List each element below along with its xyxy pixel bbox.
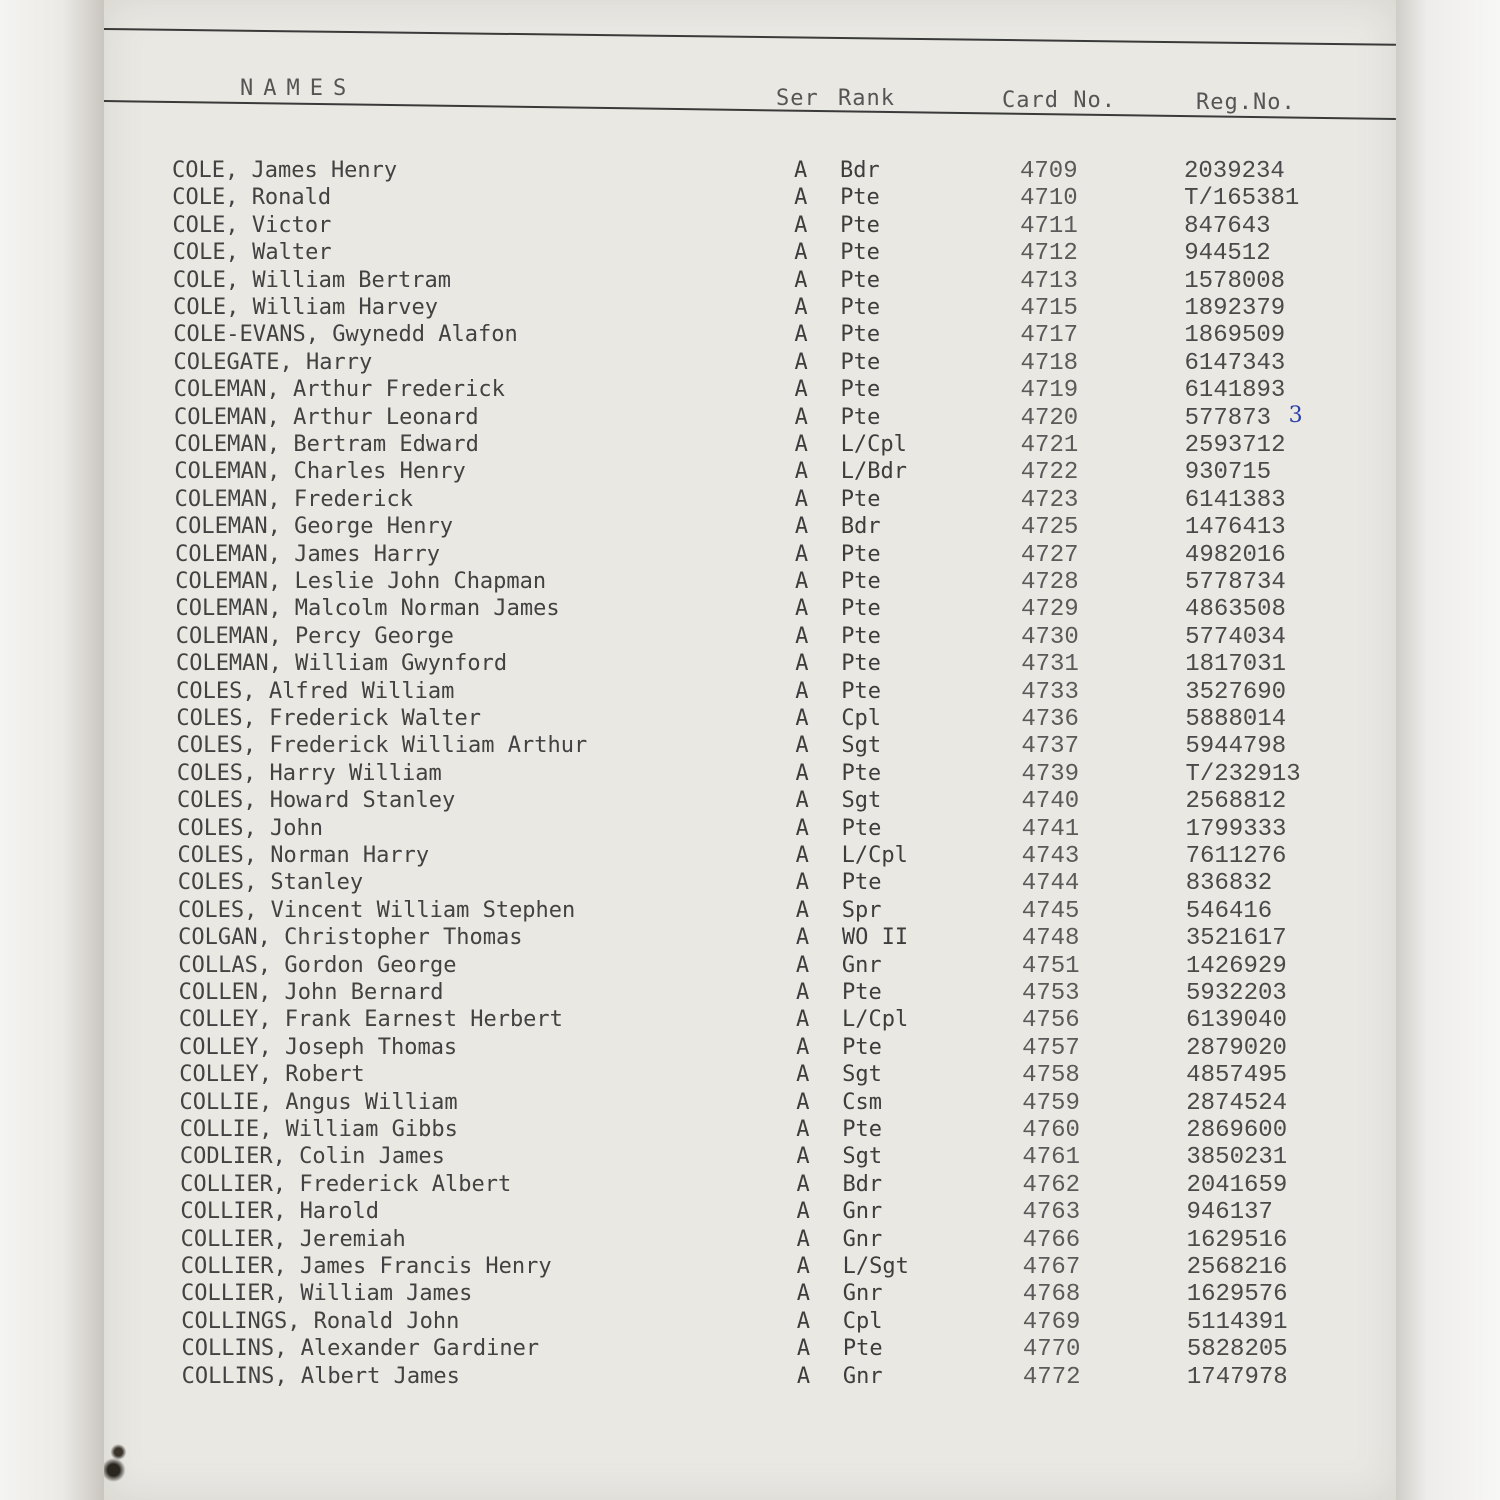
reg-no-cell: 2568812 — [1185, 788, 1287, 816]
table-row — [0, 213, 1500, 241]
ser-cell: A — [794, 267, 808, 293]
card-no-cell: 4759 — [1022, 1089, 1080, 1117]
ser-cell: A — [796, 1308, 811, 1334]
reg-no-cell: 2874524 — [1186, 1089, 1288, 1117]
table-row — [0, 1364, 1500, 1392]
reg-no-cell: 5888014 — [1185, 706, 1287, 733]
reg-no-cell: 5932203 — [1185, 980, 1287, 1007]
rank-cell: Gnr — [841, 952, 882, 978]
rank-cell: Gnr — [842, 1226, 883, 1252]
rank-cell: Pte — [842, 1336, 883, 1362]
name-cell: COLEMAN, Charles Henry — [174, 459, 466, 485]
reg-no-cell: 946137 — [1186, 1199, 1273, 1227]
table-row — [0, 459, 1500, 487]
ser-cell: A — [795, 843, 809, 868]
table-row — [0, 569, 1500, 597]
name-cell: COLE, Victor — [172, 212, 332, 238]
name-cell: COLES, Alfred William — [176, 678, 455, 704]
ser-cell: A — [795, 925, 810, 951]
table-row — [0, 596, 1500, 624]
name-cell: COLEMAN, James Harry — [175, 541, 440, 567]
name-cell: COLES, Vincent William Stephen — [177, 897, 576, 923]
card-no-cell: 4772 — [1022, 1363, 1081, 1391]
name-cell: COLLEN, John Bernard — [178, 980, 444, 1005]
card-no-cell: 4721 — [1020, 432, 1079, 459]
rank-cell: Spr — [841, 897, 882, 923]
header-ser: Ser — [776, 86, 819, 111]
ser-cell: A — [796, 1281, 810, 1307]
table-row — [0, 350, 1500, 378]
table-row — [0, 185, 1500, 213]
ser-cell: A — [794, 432, 808, 457]
table-row — [0, 1035, 1500, 1063]
card-no-cell: 4711 — [1020, 212, 1078, 240]
reg-no-cell: 6141383 — [1184, 486, 1286, 514]
name-cell: COLE, William Bertram — [172, 267, 452, 293]
rank-cell: Pte — [842, 1117, 883, 1142]
table-row — [0, 870, 1500, 898]
reg-no-cell: 1426929 — [1185, 952, 1287, 980]
ser-cell: A — [795, 623, 809, 649]
name-cell: COLLAS, Gordon George — [178, 952, 457, 978]
rank-cell: Pte — [840, 212, 880, 238]
table-row — [0, 733, 1500, 761]
rank-cell: Gnr — [842, 1281, 883, 1307]
name-cell: COLLIE, Angus William — [179, 1089, 458, 1115]
rank-cell: L/Bdr — [840, 459, 907, 485]
table-row — [0, 706, 1500, 734]
card-no-cell: 4767 — [1022, 1254, 1081, 1281]
name-cell: COLEMAN, George Henry — [174, 514, 454, 540]
table-row — [0, 158, 1500, 186]
table-row — [0, 1062, 1500, 1090]
reg-no-cell: 1817031 — [1185, 651, 1287, 679]
name-cell: COLLEY, Robert — [179, 1062, 365, 1088]
card-no-cell: 4717 — [1020, 322, 1078, 350]
ser-cell: A — [795, 760, 809, 786]
ser-cell: A — [794, 514, 809, 540]
rank-cell: Pte — [841, 815, 882, 841]
reg-no-cell: 546416 — [1185, 897, 1273, 925]
name-cell: COLLIE, William Gibbs — [179, 1117, 458, 1142]
ser-cell: A — [796, 1199, 810, 1225]
rank-cell: L/Cpl — [840, 432, 907, 457]
table-row — [0, 1254, 1500, 1282]
rank-cell: Cpl — [841, 706, 882, 731]
reg-no-cell: 3850231 — [1186, 1144, 1288, 1172]
table-row — [0, 542, 1500, 570]
ser-cell: A — [795, 651, 809, 677]
reg-no-cell: 5774034 — [1185, 623, 1286, 651]
name-cell: COLLINS, Albert James — [181, 1363, 460, 1389]
header-rank: Rank — [838, 86, 895, 111]
rank-cell: Pte — [841, 678, 881, 704]
table-row — [0, 980, 1500, 1008]
table-row — [0, 295, 1500, 323]
reg-no-cell: 6139040 — [1186, 1007, 1287, 1035]
ser-cell: A — [796, 1089, 810, 1115]
name-cell: COLGAN, Christopher Thomas — [178, 925, 523, 951]
name-cell: COLES, Harry William — [176, 760, 442, 786]
name-cell: COLLIER, Jeremiah — [180, 1226, 406, 1252]
reg-no-cell: 1629576 — [1186, 1281, 1288, 1309]
rank-cell: Pte — [842, 1034, 882, 1060]
card-no-cell: 4741 — [1021, 815, 1080, 843]
name-cell: COLLIER, James Francis Henry — [180, 1254, 552, 1279]
reg-no-cell: 4857495 — [1186, 1062, 1287, 1090]
card-no-cell: 4751 — [1021, 952, 1080, 980]
ser-cell: A — [795, 815, 809, 841]
card-no-cell: 4768 — [1022, 1281, 1081, 1309]
reg-no-cell: 1799333 — [1185, 815, 1287, 843]
reg-no-cell: 5944798 — [1185, 733, 1287, 761]
table-row — [0, 268, 1500, 296]
card-no-cell: 4740 — [1021, 788, 1080, 816]
card-no-cell: 4737 — [1021, 733, 1079, 761]
name-cell: COLES, Stanley — [177, 870, 364, 896]
reg-no-cell: 1578008 — [1184, 267, 1286, 295]
rank-cell: Pte — [841, 623, 881, 649]
ser-cell: A — [796, 1363, 811, 1389]
reg-no-cell: 4982016 — [1184, 541, 1286, 569]
table-row — [0, 1090, 1500, 1118]
ser-cell: A — [796, 1034, 810, 1060]
reg-no-cell: 2879020 — [1186, 1034, 1287, 1062]
reg-no-cell: 2568216 — [1186, 1254, 1288, 1281]
table-row — [0, 1007, 1500, 1035]
table-row — [0, 1144, 1500, 1172]
rank-cell: Csm — [842, 1089, 882, 1115]
reg-no-cell: 1747978 — [1186, 1363, 1288, 1391]
name-cell: COLES, Norman Harry — [177, 843, 430, 868]
table-row — [0, 402, 1500, 433]
ser-cell: A — [794, 377, 808, 403]
card-no-cell: 4713 — [1020, 267, 1078, 295]
rank-cell: Cpl — [842, 1308, 883, 1334]
card-no-cell: 4753 — [1021, 980, 1080, 1007]
reg-no-cell: 3527690 — [1185, 678, 1287, 706]
card-no-cell: 4770 — [1022, 1336, 1081, 1364]
ser-cell: A — [795, 596, 809, 622]
ser-cell: A — [796, 1144, 810, 1170]
table-row — [0, 788, 1500, 816]
ser-cell: A — [794, 295, 808, 320]
rank-cell: Bdr — [842, 1171, 883, 1197]
name-cell: COLE-EVANS, Gwynedd Alafon — [173, 322, 518, 348]
reg-no-cell: T/232913 — [1185, 760, 1301, 788]
header-names: NAMES — [240, 76, 357, 101]
name-cell: COLES, Frederick Walter — [176, 706, 482, 731]
ser-cell: A — [795, 980, 810, 1005]
reg-no-cell: 836832 — [1185, 870, 1273, 898]
table-row — [0, 1199, 1500, 1227]
name-cell: COLES, Howard Stanley — [177, 788, 456, 814]
table-row — [0, 898, 1500, 926]
card-no-cell: 4758 — [1022, 1062, 1080, 1090]
name-cell: COLLIER, William James — [181, 1281, 473, 1307]
rank-cell: Bdr — [840, 514, 881, 540]
table-row — [0, 514, 1500, 542]
table-row — [0, 1172, 1500, 1200]
name-cell: COLES, John — [177, 815, 323, 841]
rank-cell: Sgt — [841, 788, 882, 814]
ser-cell: A — [796, 1117, 810, 1142]
table-row — [0, 679, 1500, 707]
card-no-cell: 4718 — [1020, 349, 1079, 377]
rank-cell: Pte — [841, 596, 881, 622]
card-no-cell: 4760 — [1022, 1117, 1080, 1144]
name-cell: COLLINGS, Ronald John — [181, 1308, 460, 1334]
name-cell: COLE, Ronald — [172, 185, 332, 211]
name-cell: COLEMAN, Leslie John Chapman — [175, 569, 547, 594]
rank-cell: L/Sgt — [842, 1254, 909, 1279]
table-row — [0, 761, 1500, 789]
rank-cell: Pte — [840, 185, 880, 211]
ser-cell: A — [795, 952, 810, 978]
card-no-cell: 4727 — [1020, 541, 1079, 569]
card-no-cell: 4709 — [1020, 158, 1078, 185]
card-no-cell: 4723 — [1020, 486, 1079, 514]
card-no-cell: 4756 — [1022, 1007, 1080, 1035]
card-no-cell: 4745 — [1021, 897, 1080, 925]
table-row — [0, 240, 1500, 268]
name-cell: COLEGATE, Harry — [173, 349, 373, 375]
rank-cell: Pte — [840, 541, 881, 567]
table-row — [0, 487, 1500, 515]
card-no-cell: 4731 — [1021, 651, 1079, 679]
name-cell: COLE, Walter — [172, 240, 332, 266]
rank-cell: Pte — [840, 377, 881, 403]
handwritten-annotation: 3 — [1288, 402, 1303, 428]
ser-cell: A — [794, 322, 808, 348]
header-reg-no: Reg.No. — [1196, 90, 1296, 115]
name-cell: COLE, James Henry — [172, 158, 398, 183]
reg-no-cell: 1869509 — [1184, 322, 1286, 350]
rank-cell: Sgt — [842, 1144, 883, 1170]
rank-cell: Sgt — [841, 733, 882, 759]
reg-no-cell: 1892379 — [1184, 295, 1286, 322]
rank-cell: Pte — [841, 760, 882, 786]
name-cell: COLLIER, Frederick Albert — [180, 1171, 512, 1197]
reg-no-cell: 6147343 — [1184, 349, 1286, 377]
rank-cell: Gnr — [842, 1199, 883, 1225]
card-no-cell: 4729 — [1021, 596, 1079, 624]
name-cell: COLLIER, Harold — [180, 1199, 380, 1225]
reg-no-cell: 2041659 — [1186, 1171, 1288, 1199]
table-row — [0, 1117, 1500, 1145]
name-cell: COLES, Frederick William Arthur — [176, 733, 588, 759]
reg-no-cell: 4863508 — [1185, 596, 1286, 624]
rank-cell: Bdr — [840, 158, 880, 183]
card-no-cell: 4762 — [1022, 1171, 1081, 1199]
rank-cell: Pte — [840, 322, 881, 348]
ser-cell: A — [795, 788, 809, 814]
reg-no-cell: 5828205 — [1186, 1336, 1288, 1364]
reg-no-cell: 1629516 — [1186, 1226, 1288, 1254]
rank-cell: Pte — [841, 870, 882, 896]
ser-cell: A — [796, 1171, 810, 1197]
rank-cell: Pte — [840, 240, 880, 266]
card-no-cell: 4719 — [1020, 377, 1079, 405]
name-cell: COLEMAN, Bertram Edward — [174, 432, 479, 457]
card-no-cell: 4712 — [1020, 240, 1078, 268]
ser-cell: A — [795, 870, 809, 896]
card-no-cell: 4715 — [1020, 295, 1078, 322]
rank-cell: Pte — [840, 295, 881, 320]
header-card-no: Card No. — [1002, 88, 1116, 113]
reg-no-cell: 2869600 — [1186, 1117, 1288, 1144]
rank-cell: Pte — [841, 980, 882, 1005]
ser-cell: A — [794, 569, 809, 594]
name-cell: COLLINS, Alexander Gardiner — [181, 1336, 540, 1362]
card-no-cell: 4744 — [1021, 870, 1080, 898]
reg-no-cell: 2593712 — [1184, 432, 1286, 459]
ser-cell: A — [796, 1254, 810, 1279]
card-no-cell: 4736 — [1021, 706, 1079, 733]
ser-cell: A — [795, 706, 809, 731]
rank-cell: Gnr — [842, 1363, 883, 1389]
reg-no-cell: 944512 — [1184, 240, 1271, 268]
rank-cell: Pte — [840, 267, 880, 293]
table-row — [0, 1281, 1500, 1309]
ser-cell: A — [794, 185, 808, 211]
card-no-cell: 4728 — [1020, 569, 1079, 596]
rank-cell: WO II — [841, 925, 909, 951]
reg-no-cell: 6141893 — [1184, 377, 1286, 405]
card-no-cell: 4722 — [1020, 459, 1079, 487]
card-no-cell: 4766 — [1022, 1226, 1081, 1254]
table-row — [0, 925, 1500, 953]
ser-cell: A — [794, 541, 809, 567]
card-no-cell: 4761 — [1022, 1144, 1080, 1172]
name-cell: COLEMAN, Percy George — [175, 623, 454, 649]
rank-cell: Pte — [840, 404, 881, 430]
reg-no-cell: 2039234 — [1184, 158, 1285, 185]
reg-no-cell: T/165381 — [1184, 185, 1300, 213]
ser-cell: A — [796, 1007, 810, 1033]
table-row — [0, 624, 1500, 652]
card-no-cell: 4769 — [1022, 1308, 1081, 1336]
reg-no-cell: 5778734 — [1184, 569, 1286, 596]
name-cell: COLEMAN, Frederick — [174, 486, 414, 512]
ser-cell: A — [794, 349, 808, 375]
ser-cell: A — [794, 486, 809, 512]
ser-cell: A — [795, 733, 809, 759]
ser-cell: A — [795, 897, 810, 923]
card-no-cell: 4748 — [1021, 925, 1080, 953]
rank-cell: Pte — [840, 349, 881, 375]
card-no-cell: 4739 — [1021, 760, 1080, 788]
table-row — [0, 322, 1500, 350]
ser-cell: A — [794, 158, 808, 183]
rank-cell: Pte — [840, 569, 881, 594]
name-cell: COLEMAN, Arthur Frederick — [173, 377, 505, 403]
card-no-cell: 4710 — [1020, 185, 1078, 213]
name-cell: CODLIER, Colin James — [179, 1144, 445, 1170]
table-row — [0, 1336, 1500, 1364]
name-cell: COLEMAN, Malcolm Norman James — [175, 596, 560, 622]
table-row — [0, 651, 1500, 679]
table-row — [0, 843, 1500, 871]
card-no-cell: 4725 — [1020, 514, 1079, 542]
ser-cell: A — [794, 212, 808, 238]
name-cell: COLLEY, Frank Earnest Herbert — [178, 1007, 563, 1033]
table-row — [0, 377, 1500, 405]
name-cell: COLLEY, Joseph Thomas — [179, 1034, 458, 1060]
name-cell: COLE, William Harvey — [173, 295, 438, 320]
card-no-cell: 4757 — [1022, 1034, 1080, 1062]
ser-cell: A — [794, 404, 808, 430]
table-row — [0, 816, 1500, 844]
card-no-cell: 4733 — [1021, 678, 1079, 706]
ser-cell: A — [794, 240, 808, 266]
name-cell: COLEMAN, William Gwynford — [175, 651, 508, 677]
ser-cell: A — [796, 1062, 810, 1088]
name-cell: COLEMAN, Arthur Leonard — [173, 404, 479, 430]
table-row — [0, 432, 1500, 460]
rank-cell: Pte — [841, 651, 881, 677]
ser-cell: A — [794, 459, 808, 485]
reg-no-cell: 930715 — [1184, 459, 1272, 487]
rank-cell: Pte — [840, 486, 881, 512]
reg-no-cell: 577873 — [1184, 404, 1272, 432]
ser-cell: A — [795, 678, 809, 704]
card-no-cell: 4763 — [1022, 1199, 1081, 1227]
rank-cell: L/Cpl — [841, 843, 908, 868]
rank-cell: Sgt — [842, 1062, 882, 1088]
reg-no-cell: 3521617 — [1185, 925, 1287, 953]
ser-cell: A — [796, 1226, 810, 1252]
reg-no-cell: 7611276 — [1185, 843, 1287, 870]
reg-no-cell: 1476413 — [1184, 514, 1286, 542]
reg-no-cell: 847643 — [1184, 212, 1271, 240]
rank-cell: L/Cpl — [842, 1007, 909, 1033]
card-no-cell: 4720 — [1020, 404, 1079, 432]
table-row — [0, 1227, 1500, 1255]
ser-cell: A — [796, 1336, 811, 1362]
table-row — [0, 1309, 1500, 1337]
table-row — [0, 953, 1500, 981]
reg-no-cell: 5114391 — [1186, 1308, 1288, 1336]
card-no-cell: 4743 — [1021, 843, 1080, 870]
card-no-cell: 4730 — [1021, 623, 1079, 651]
